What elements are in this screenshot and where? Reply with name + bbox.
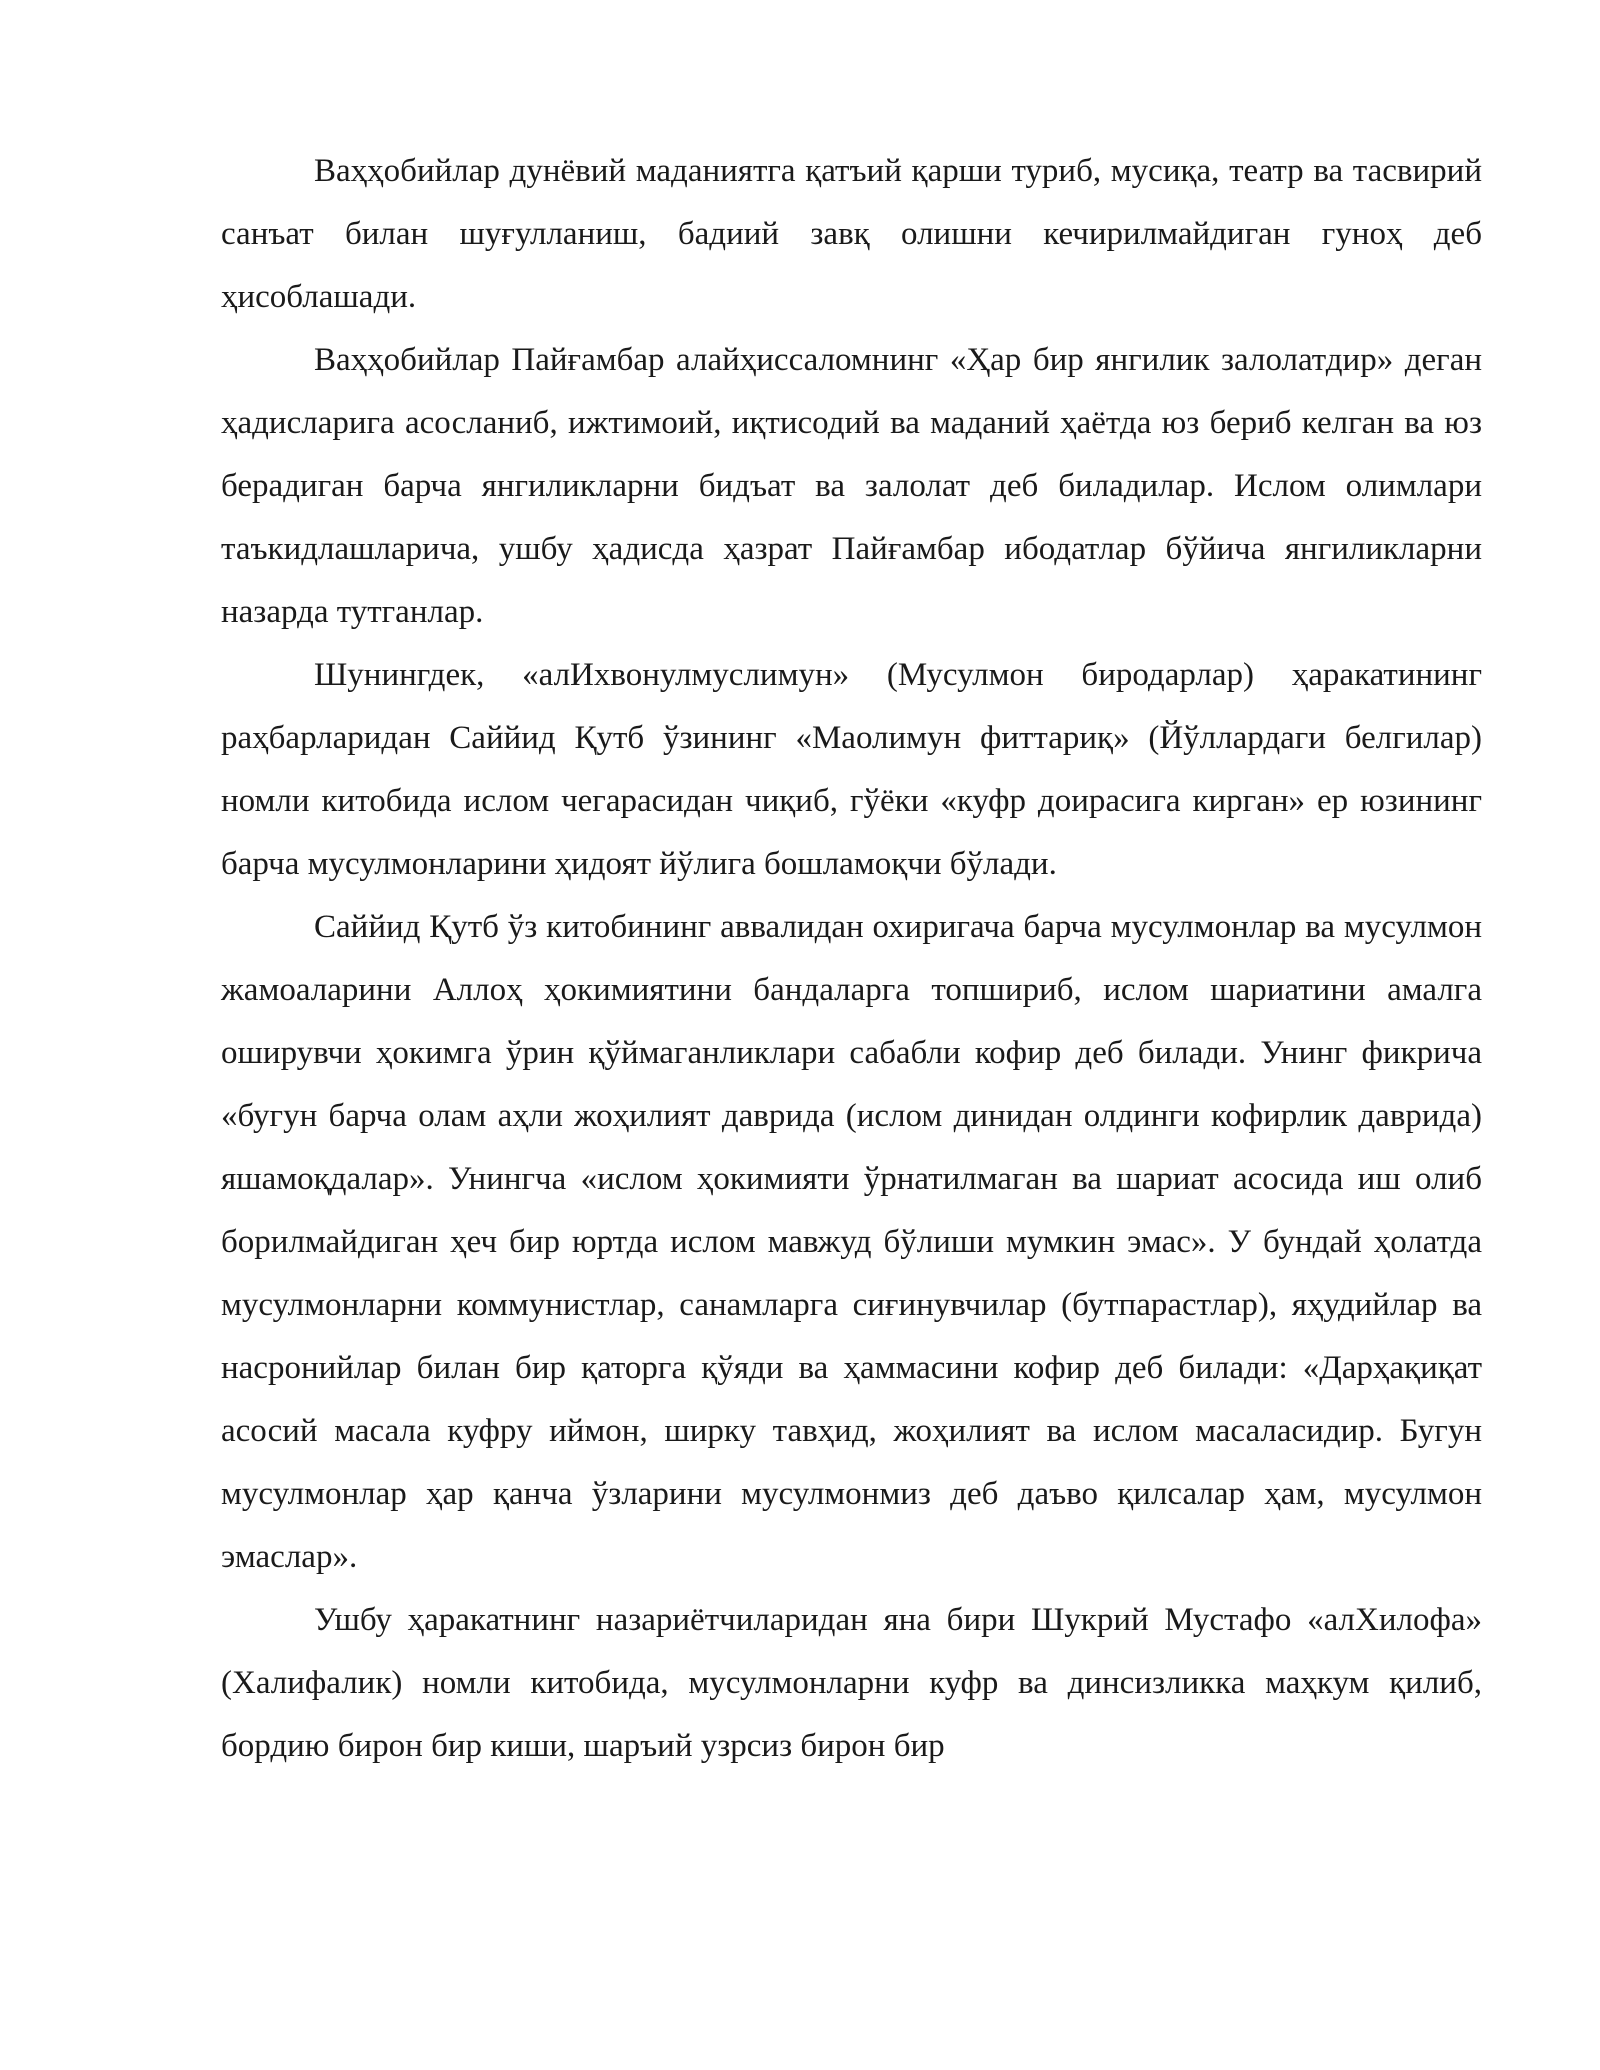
paragraph-sayyid-qutb: Саййид Қутб ўз китобининг аввалидан охиригача барча мусулмонлар ва мусулмон жамоаларини Аллоҳ ҳокимиятини бандаларга топшириб, ислом шариатини амалга оширувчи ҳокимга ўрин қўймаганликлари сабабли кофир деб билади. Унинг фикрича «бугун барча олам аҳли жоҳилият даврида (ислом динидан олдинги кофирлик даврида) яшамоқдалар». Унингча «ислом ҳокимияти ўрнатилмаган ва шариат асосида иш олиб борилмайдиган ҳеч бир юртда ислом мавжуд бўлиши мумкин эмас». У бундай ҳолатда мусулмонларни коммунистлар, санамларга сиғинувчилар (бутпарастлар), яҳудийлар ва насронийлар билан бир қаторга қўяди ва ҳаммасини кофир деб билади: «Дарҳақиқат асосий масала куфру иймон, ширку тавҳид, жоҳилият ва ислом масаласидир. Бугун мусулмонлар ҳар қанча ўзларини мусулмонмиз деб даъво қилсалар ҳам, мусулмон эмаслар». (221, 909, 1482, 1575)
paragraph-shukri-mustafa: Ушбу ҳаракатнинг назариётчиларидан яна бири Шукрий Мустафо «алХилофа» (Халифалик) номли китобида, мусулмонларни куфр ва динсизликка маҳкум қилиб, бордию бирон бир киши, шаръий узрсиз бирон бир (221, 1602, 1482, 1764)
paragraph-wahhabis-culture: Ваҳҳобийлар дунёвий маданиятга қатъий қарши туриб, мусиқа, театр ва тасвирий санъат билан шуғулланиш, бадиий завқ олишни кечирилмайдиган гуноҳ деб ҳисоблашади. (221, 153, 1482, 315)
document-body (221, 140, 1482, 1778)
paragraph-wahhabis-innovation: Ваҳҳобийлар Пайғамбар алайҳиссаломнинг «Ҳар бир янгилик залолатдир» деган ҳадисларига асосланиб, ижтимоий, иқтисодий ва маданий ҳаётда юз бериб келган ва юз берадиган барча янгиликларни бидъат ва залолат деб биладилар. Ислом олимлари таъкидлашларича, ушбу ҳадисда ҳазрат Пайғамбар ибодатлар бўйича янгиликларни назарда тутганлар. (221, 342, 1482, 630)
paragraph-muslim-brotherhood: Шунингдек, «алИхвонулмуслимун» (Мусулмон биродарлар) ҳаракатининг раҳбарларидан Саййид Қутб ўзининг «Маолимун фиттариқ» (Йўллардаги белгилар) номли китобида ислом чегарасидан чиқиб, гўёки «куфр доирасига кирган» ер юзининг барча мусулмонларини ҳидоят йўлига бошламоқчи бўлади. (221, 657, 1482, 882)
